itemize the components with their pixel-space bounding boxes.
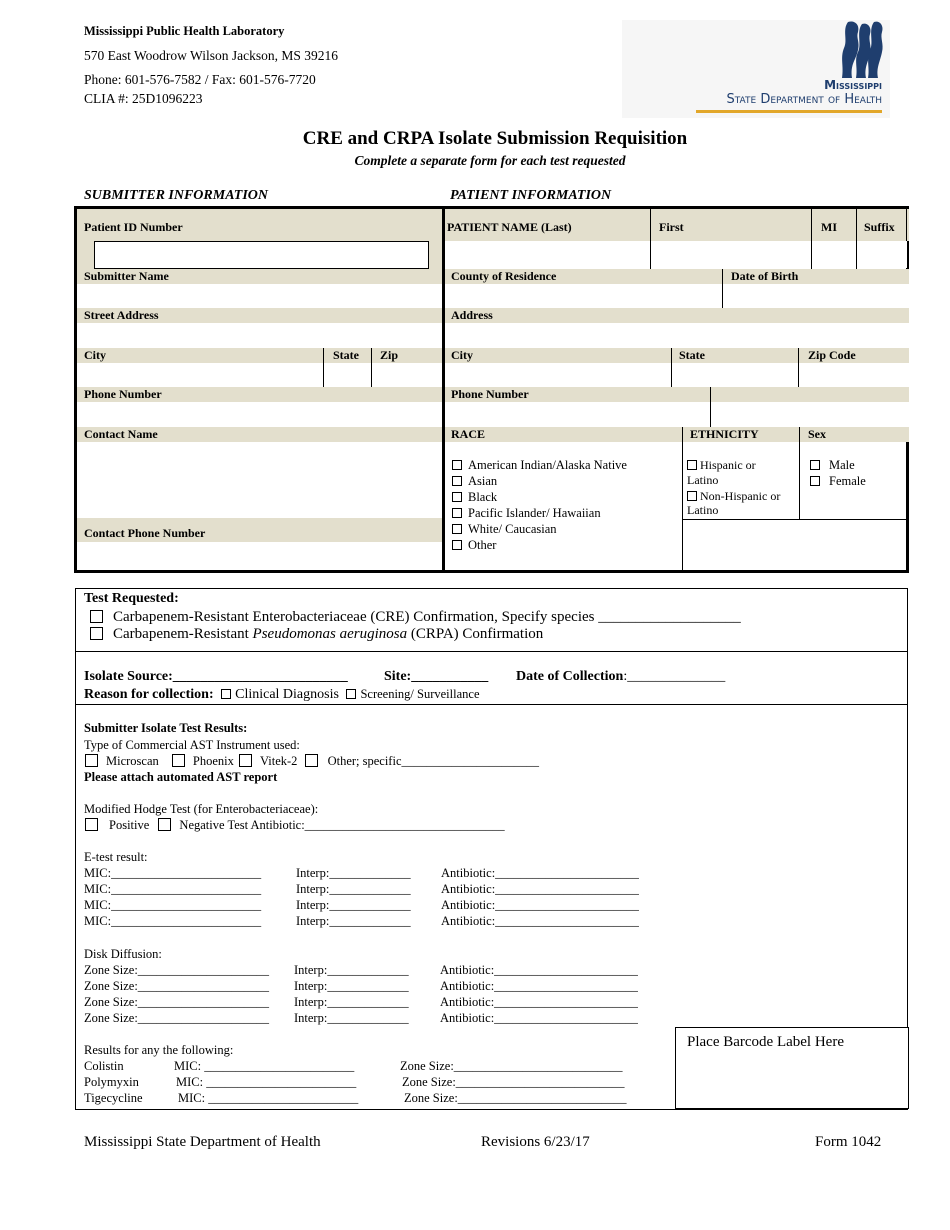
race-option-pacific[interactable]: Pacific Islander/ Hawaiian: [452, 506, 601, 521]
etest-antibiotic-1[interactable]: Antibiotic:_______________________: [441, 866, 639, 880]
race-pacific-checkbox[interactable]: [452, 508, 462, 518]
contact-phone-label: Contact Phone Number: [84, 526, 206, 540]
race-option-asian[interactable]: Asian: [452, 474, 497, 489]
hodge-antibiotic-field[interactable]: Negative Test Antibiotic:________________________________: [179, 818, 505, 832]
patient-suffix-input[interactable]: [857, 241, 907, 268]
sex-male-checkbox[interactable]: [810, 460, 820, 470]
ast-type-label: Type of Commercial AST Instrument used:: [84, 738, 300, 752]
info-box: [74, 206, 909, 573]
ethnicity-hispanic[interactable]: Hispanic or: [687, 458, 756, 473]
msdh-logo: [622, 20, 890, 118]
other-ast-checkbox[interactable]: [305, 754, 318, 767]
submitter-city-input[interactable]: [77, 363, 323, 387]
hodge-positive-checkbox[interactable]: [85, 818, 98, 831]
etest-antibiotic-2[interactable]: Antibiotic:_______________________: [441, 882, 639, 896]
tigecycline-label: Tigecycline: [84, 1091, 143, 1105]
submitter-zip-input[interactable]: [372, 363, 442, 387]
submitter-phone-label: Phone Number: [84, 387, 162, 401]
ethnicity-nonhispanic-cont: Latino: [687, 503, 719, 517]
patient-state-label: State: [679, 348, 705, 362]
race-label: RACE: [451, 427, 486, 441]
race-black-checkbox[interactable]: [452, 492, 462, 502]
disk-antibiotic-1[interactable]: Antibiotic:_______________________: [440, 963, 638, 977]
patient-address-label: Address: [451, 308, 493, 322]
patient-mi-input[interactable]: [812, 241, 856, 268]
contact-name-input[interactable]: [77, 442, 442, 518]
sex-female-checkbox[interactable]: [810, 476, 820, 486]
etest-label: E-test result:: [84, 850, 148, 864]
footer-org: Mississippi State Department of Health: [84, 1134, 321, 1150]
etest-mic-1[interactable]: MIC:________________________: [84, 866, 262, 880]
form-title: CRE and CRPA Isolate Submission Requisition: [302, 128, 688, 149]
hodge-label: Modified Hodge Test (for Enterobacteriaceae):: [84, 802, 319, 816]
county-label: County of Residence: [451, 269, 557, 283]
vitek-checkbox[interactable]: [239, 754, 252, 767]
etest-interp-3[interactable]: Interp:_____________: [296, 898, 411, 912]
hodge-options: Positive Negative Test Antibiotic:________________________________: [85, 818, 505, 833]
patient-last-label: PATIENT NAME (Last): [447, 220, 572, 234]
clinical-label: Clinical Diagnosis: [235, 687, 339, 702]
race-white-checkbox[interactable]: [452, 524, 462, 534]
submitter-state-input[interactable]: [324, 363, 370, 387]
disk-antibiotic-4[interactable]: Antibiotic:_______________________: [440, 1011, 638, 1025]
disk-zone-1[interactable]: Zone Size:_____________________: [84, 963, 270, 977]
any-following-label: Results for any the following:: [84, 1043, 234, 1057]
patient-last-input[interactable]: [445, 241, 650, 268]
disk-interp-2[interactable]: Interp:_____________: [294, 979, 409, 993]
race-native-checkbox[interactable]: [452, 460, 462, 470]
test-cre-option[interactable]: Carbapenem-Resistant Enterobacteriaceae (CRE) Confirmation, Specify species ___________________: [90, 609, 741, 626]
tigecycline-zone[interactable]: Zone Size:___________________________: [404, 1091, 627, 1105]
polymyxin-label: Polymyxin: [84, 1075, 139, 1089]
patient-id-input[interactable]: [94, 241, 429, 269]
site-field[interactable]: Site:___________: [384, 669, 489, 684]
disk-antibiotic-3[interactable]: Antibiotic:_______________________: [440, 995, 638, 1009]
sex-female[interactable]: Female: [810, 474, 866, 489]
patient-zip-label: Zip Code: [808, 348, 856, 362]
microscan-checkbox[interactable]: [85, 754, 98, 767]
etest-interp-4[interactable]: Interp:_____________: [296, 914, 411, 928]
test-crpa-checkbox[interactable]: [90, 627, 103, 640]
disk-zone-3[interactable]: Zone Size:_____________________: [84, 995, 270, 1009]
test-cre-checkbox[interactable]: [90, 610, 103, 623]
submitter-phone-input[interactable]: [77, 402, 442, 427]
patient-id-label: Patient ID Number: [84, 220, 183, 234]
phoenix-checkbox[interactable]: [172, 754, 185, 767]
polymyxin-mic[interactable]: MIC: ________________________: [176, 1075, 357, 1089]
test-crpa-option[interactable]: Carbapenem-Resistant Pseudomonas aeruginosa (CRPA) Confirmation: [90, 626, 543, 643]
form-subtitle: Complete a separate form for each test requested: [354, 153, 626, 168]
patient-mi-label: MI: [821, 220, 837, 234]
test-requested-heading: Test Requested:: [84, 591, 179, 606]
screening-label: Screening/ Surveillance: [360, 687, 480, 701]
patient-city-label: City: [451, 348, 473, 362]
polymyxin-zone[interactable]: Zone Size:___________________________: [402, 1075, 625, 1089]
county-input[interactable]: [445, 284, 722, 308]
results-heading: Submitter Isolate Test Results:: [84, 721, 248, 735]
barcode-label-text: Place Barcode Label Here: [687, 1034, 844, 1050]
patient-phone-extra[interactable]: [711, 402, 909, 427]
race-option-white[interactable]: White/ Caucasian: [452, 522, 557, 537]
patient-zip-input[interactable]: [799, 363, 909, 387]
ast-options: Microscan Phoenix Vitek-2 Other; specific______________________: [85, 754, 539, 769]
footer-form-number: Form 1042: [815, 1134, 882, 1150]
patient-city-input[interactable]: [445, 363, 671, 387]
etest-mic-4[interactable]: MIC:________________________: [84, 914, 262, 928]
patient-first-label: First: [659, 220, 684, 234]
ethnicity-hispanic-cont: Latino: [687, 473, 719, 487]
disk-diffusion-label: Disk Diffusion:: [84, 947, 162, 961]
ethnicity-hispanic-checkbox[interactable]: [687, 460, 697, 470]
contact-name-label: Contact Name: [84, 427, 158, 441]
logo-line2: State Department of Health: [726, 92, 882, 107]
submitter-state-label: State: [333, 348, 359, 362]
clinical-checkbox[interactable]: [221, 689, 231, 699]
race-asian-checkbox[interactable]: [452, 476, 462, 486]
ethnicity-label: ETHNICITY: [690, 427, 759, 441]
patient-suffix-label: Suffix: [864, 220, 895, 234]
dob-label: Date of Birth: [731, 269, 799, 283]
disk-interp-3[interactable]: Interp:_____________: [294, 995, 409, 1009]
hodge-negative-checkbox[interactable]: [158, 818, 171, 831]
sex-male[interactable]: Male: [810, 458, 855, 473]
reason-row: [84, 687, 480, 703]
ethnicity-nonhispanic-checkbox[interactable]: [687, 491, 697, 501]
tigecycline-mic[interactable]: MIC: ________________________: [178, 1091, 359, 1105]
submitter-name-label: Submitter Name: [84, 269, 169, 283]
logo-underline: [696, 110, 882, 113]
patient-state-input[interactable]: [672, 363, 798, 387]
patient-first-input[interactable]: [651, 241, 811, 268]
etest-interp-2[interactable]: Interp:_____________: [296, 882, 411, 896]
lab-name: Mississippi Public Health Laboratory: [84, 24, 285, 38]
etest-mic-2[interactable]: MIC:________________________: [84, 882, 262, 896]
colistin-mic[interactable]: MIC: ________________________: [174, 1059, 355, 1073]
patient-section-title: PATIENT INFORMATION: [450, 188, 612, 203]
footer-revision: Revisions 6/23/17: [481, 1134, 590, 1150]
ethnicity-nonhispanic[interactable]: Non-Hispanic or: [687, 489, 780, 504]
colistin-label: Colistin: [84, 1059, 124, 1073]
race-option-black[interactable]: Black: [452, 490, 497, 505]
logo-line1: Mississippi: [824, 78, 882, 92]
submitter-city-label: City: [84, 348, 106, 362]
street-address-input[interactable]: [77, 323, 442, 348]
race-other-checkbox[interactable]: [452, 540, 462, 550]
street-address-label: Street Address: [84, 308, 159, 322]
disk-antibiotic-2[interactable]: Antibiotic:_______________________: [440, 979, 638, 993]
date-collection-field[interactable]: Date of Collection:______________: [516, 669, 726, 684]
attach-ast-note: Please attach automated AST report: [84, 770, 278, 784]
dob-input[interactable]: [723, 284, 909, 308]
other-ast-field[interactable]: Other; specific______________________: [327, 754, 539, 768]
race-option-other[interactable]: Other: [452, 538, 496, 553]
etest-interp-1[interactable]: Interp:_____________: [296, 866, 411, 880]
submitter-section-title: SUBMITTER INFORMATION: [84, 188, 268, 203]
lab-address: 570 East Woodrow Wilson Jackson, MS 39216: [84, 48, 338, 63]
patient-phone-label: Phone Number: [451, 387, 529, 401]
disk-interp-1[interactable]: Interp:_____________: [294, 963, 409, 977]
lab-clia: CLIA #: 25D1096223: [84, 91, 203, 106]
reason-label: Reason for collection:: [84, 687, 214, 702]
barcode-label-area[interactable]: [675, 1027, 909, 1109]
disk-zone-4[interactable]: Zone Size:_____________________: [84, 1011, 270, 1025]
etest-antibiotic-3[interactable]: Antibiotic:_______________________: [441, 898, 639, 912]
etest-antibiotic-4[interactable]: Antibiotic:_______________________: [441, 914, 639, 928]
submitter-zip-label: Zip: [380, 348, 399, 362]
test-box: [75, 588, 908, 1110]
contact-phone-input[interactable]: [77, 542, 442, 570]
disk-interp-4[interactable]: Interp:_____________: [294, 1011, 409, 1025]
isolate-source-field[interactable]: Isolate Source:_________________________: [84, 669, 348, 684]
colistin-zone[interactable]: Zone Size:___________________________: [400, 1059, 623, 1073]
race-option-native[interactable]: American Indian/Alaska Native: [452, 458, 627, 473]
silhouettes-icon: [840, 20, 886, 80]
etest-mic-3[interactable]: MIC:________________________: [84, 898, 262, 912]
disk-zone-2[interactable]: Zone Size:_____________________: [84, 979, 270, 993]
screening-checkbox[interactable]: [346, 689, 356, 699]
patient-phone-input[interactable]: [445, 402, 710, 427]
submitter-name-input[interactable]: [77, 284, 442, 308]
lab-phone-fax: Phone: 601-576-7582 / Fax: 601-576-7720: [84, 72, 316, 87]
patient-address-input[interactable]: [445, 323, 909, 348]
sex-label: Sex: [808, 427, 826, 441]
